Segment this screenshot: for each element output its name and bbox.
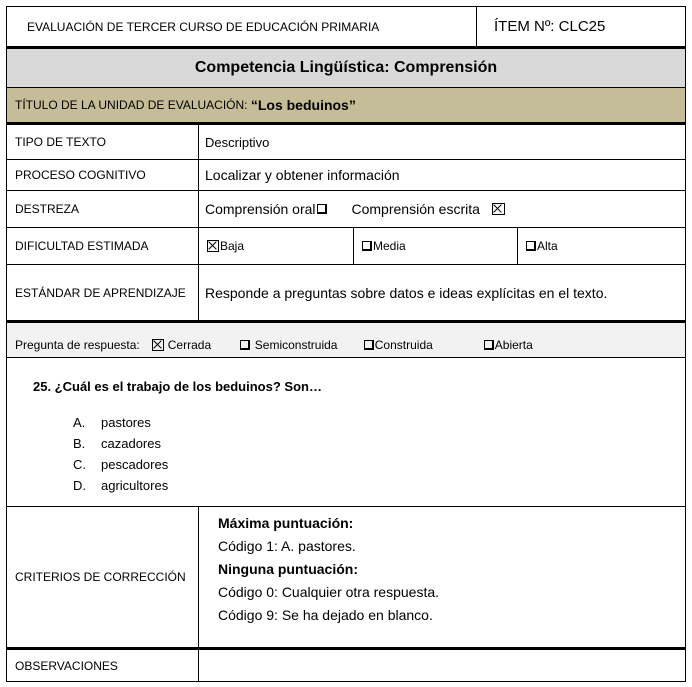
answer-letter: B. [73,436,86,451]
skill-row [6,191,686,227]
response-semi-label: Semiconstruida [254,338,338,352]
cognitive-process-label: PROCESO COGNITIVO [15,168,146,182]
answer-text: cazadores [101,436,161,451]
unit-row [6,88,686,122]
cognitive-process-value: Localizar y obtener información [198,160,685,190]
skill-label: DESTREZA [15,202,80,216]
question-block [6,358,686,506]
response-type-row [6,323,686,357]
response-open-option[interactable] [484,338,533,352]
no-score-heading: Ninguna puntuación: [218,561,358,577]
answer-option-c[interactable] [73,454,168,475]
checkbox-empty-icon[interactable] [240,340,250,350]
criteria-row [6,507,686,647]
checkbox-empty-icon[interactable] [317,204,327,214]
checkbox-empty-icon[interactable] [364,340,374,350]
answer-text: pastores [101,415,151,430]
evaluation-title: EVALUACIÓN DE TERCER CURSO DE EDUCACIÓN PRIMARIA [27,19,380,34]
checkbox-checked-icon[interactable] [152,339,164,351]
response-constructed-label: Construida [374,338,433,352]
competence-banner [6,49,686,87]
skill-oral-option[interactable] [205,201,330,217]
response-closed-label: Cerrada [167,338,212,352]
text-type-value: Descriptivo [198,125,685,159]
max-score-heading: Máxima puntuación: [218,515,354,531]
difficulty-high-label: Alta [537,239,558,253]
standard-value: Responde a preguntas sobre datos e ideas explícitas en el texto. [198,265,685,320]
response-open-label: Abierta [494,338,533,352]
criteria-content [198,507,685,647]
answer-option-a[interactable] [73,412,168,433]
code-1: Código 1: A. pastores. [218,538,356,554]
evaluation-form [6,6,686,682]
difficulty-medium-option[interactable] [353,228,517,264]
text-type-label: TIPO DE TEXTO [15,135,106,149]
criteria-label: CRITERIOS DE CORRECCIÓN [15,570,186,584]
checkbox-empty-icon[interactable] [526,241,536,251]
checkbox-checked-icon[interactable] [207,240,219,252]
difficulty-high-option[interactable] [517,228,685,264]
answer-option-d[interactable] [73,475,168,496]
checkbox-empty-icon[interactable] [484,340,494,350]
response-closed-option[interactable] [152,338,240,352]
checkbox-empty-icon[interactable] [362,241,372,251]
unit-label: TÍTULO DE LA UNIDAD DE EVALUACIÓN: [15,98,248,112]
difficulty-low-option[interactable] [198,228,353,264]
code-9: Código 9: Se ha dejado en blanco. [218,607,433,623]
difficulty-low-label: Baja [220,239,245,253]
skill-oral-label: Comprensión oral [205,201,316,217]
item-number: ÍTEM Nº: CLC25 [476,7,686,46]
observations-label: OBSERVACIONES [15,658,118,673]
answer-option-b[interactable] [73,433,168,454]
skill-options [198,191,685,227]
skill-written-label: Comprensión escrita [351,201,480,217]
answer-text: agricultores [101,478,169,493]
header-row [6,6,686,46]
unit-title: “Los beduinos” [250,97,356,113]
standard-label: ESTÁNDAR DE APRENDIZAJE [15,285,186,300]
skill-written-option[interactable] [352,201,508,217]
difficulty-row [6,228,686,264]
observations-row [6,650,686,682]
difficulty-label: DIFICULTAD ESTIMADA [15,239,149,253]
competence-title: Competencia Lingüística: Comprensión [194,59,498,76]
response-type-label: Pregunta de respuesta: [15,338,140,352]
response-type-options [15,323,685,357]
answer-list [73,412,168,496]
cognitive-process-row [6,160,686,190]
difficulty-medium-label: Media [373,239,406,253]
text-type-row [6,125,686,159]
response-semi-option[interactable] [240,338,364,352]
observations-value[interactable] [198,650,685,681]
checkbox-checked-icon[interactable] [492,203,505,215]
code-0: Código 0: Cualquier otra respuesta. [218,584,440,600]
answer-letter: C. [73,457,86,472]
answer-letter: D. [73,478,86,493]
response-constructed-option[interactable] [364,338,484,352]
standard-row [6,265,686,320]
unit-title-line [15,88,675,122]
question-text: 25. ¿Cuál es el trabajo de los beduinos? Son… [33,379,322,394]
answer-letter: A. [73,415,86,430]
answer-text: pescadores [101,457,169,472]
